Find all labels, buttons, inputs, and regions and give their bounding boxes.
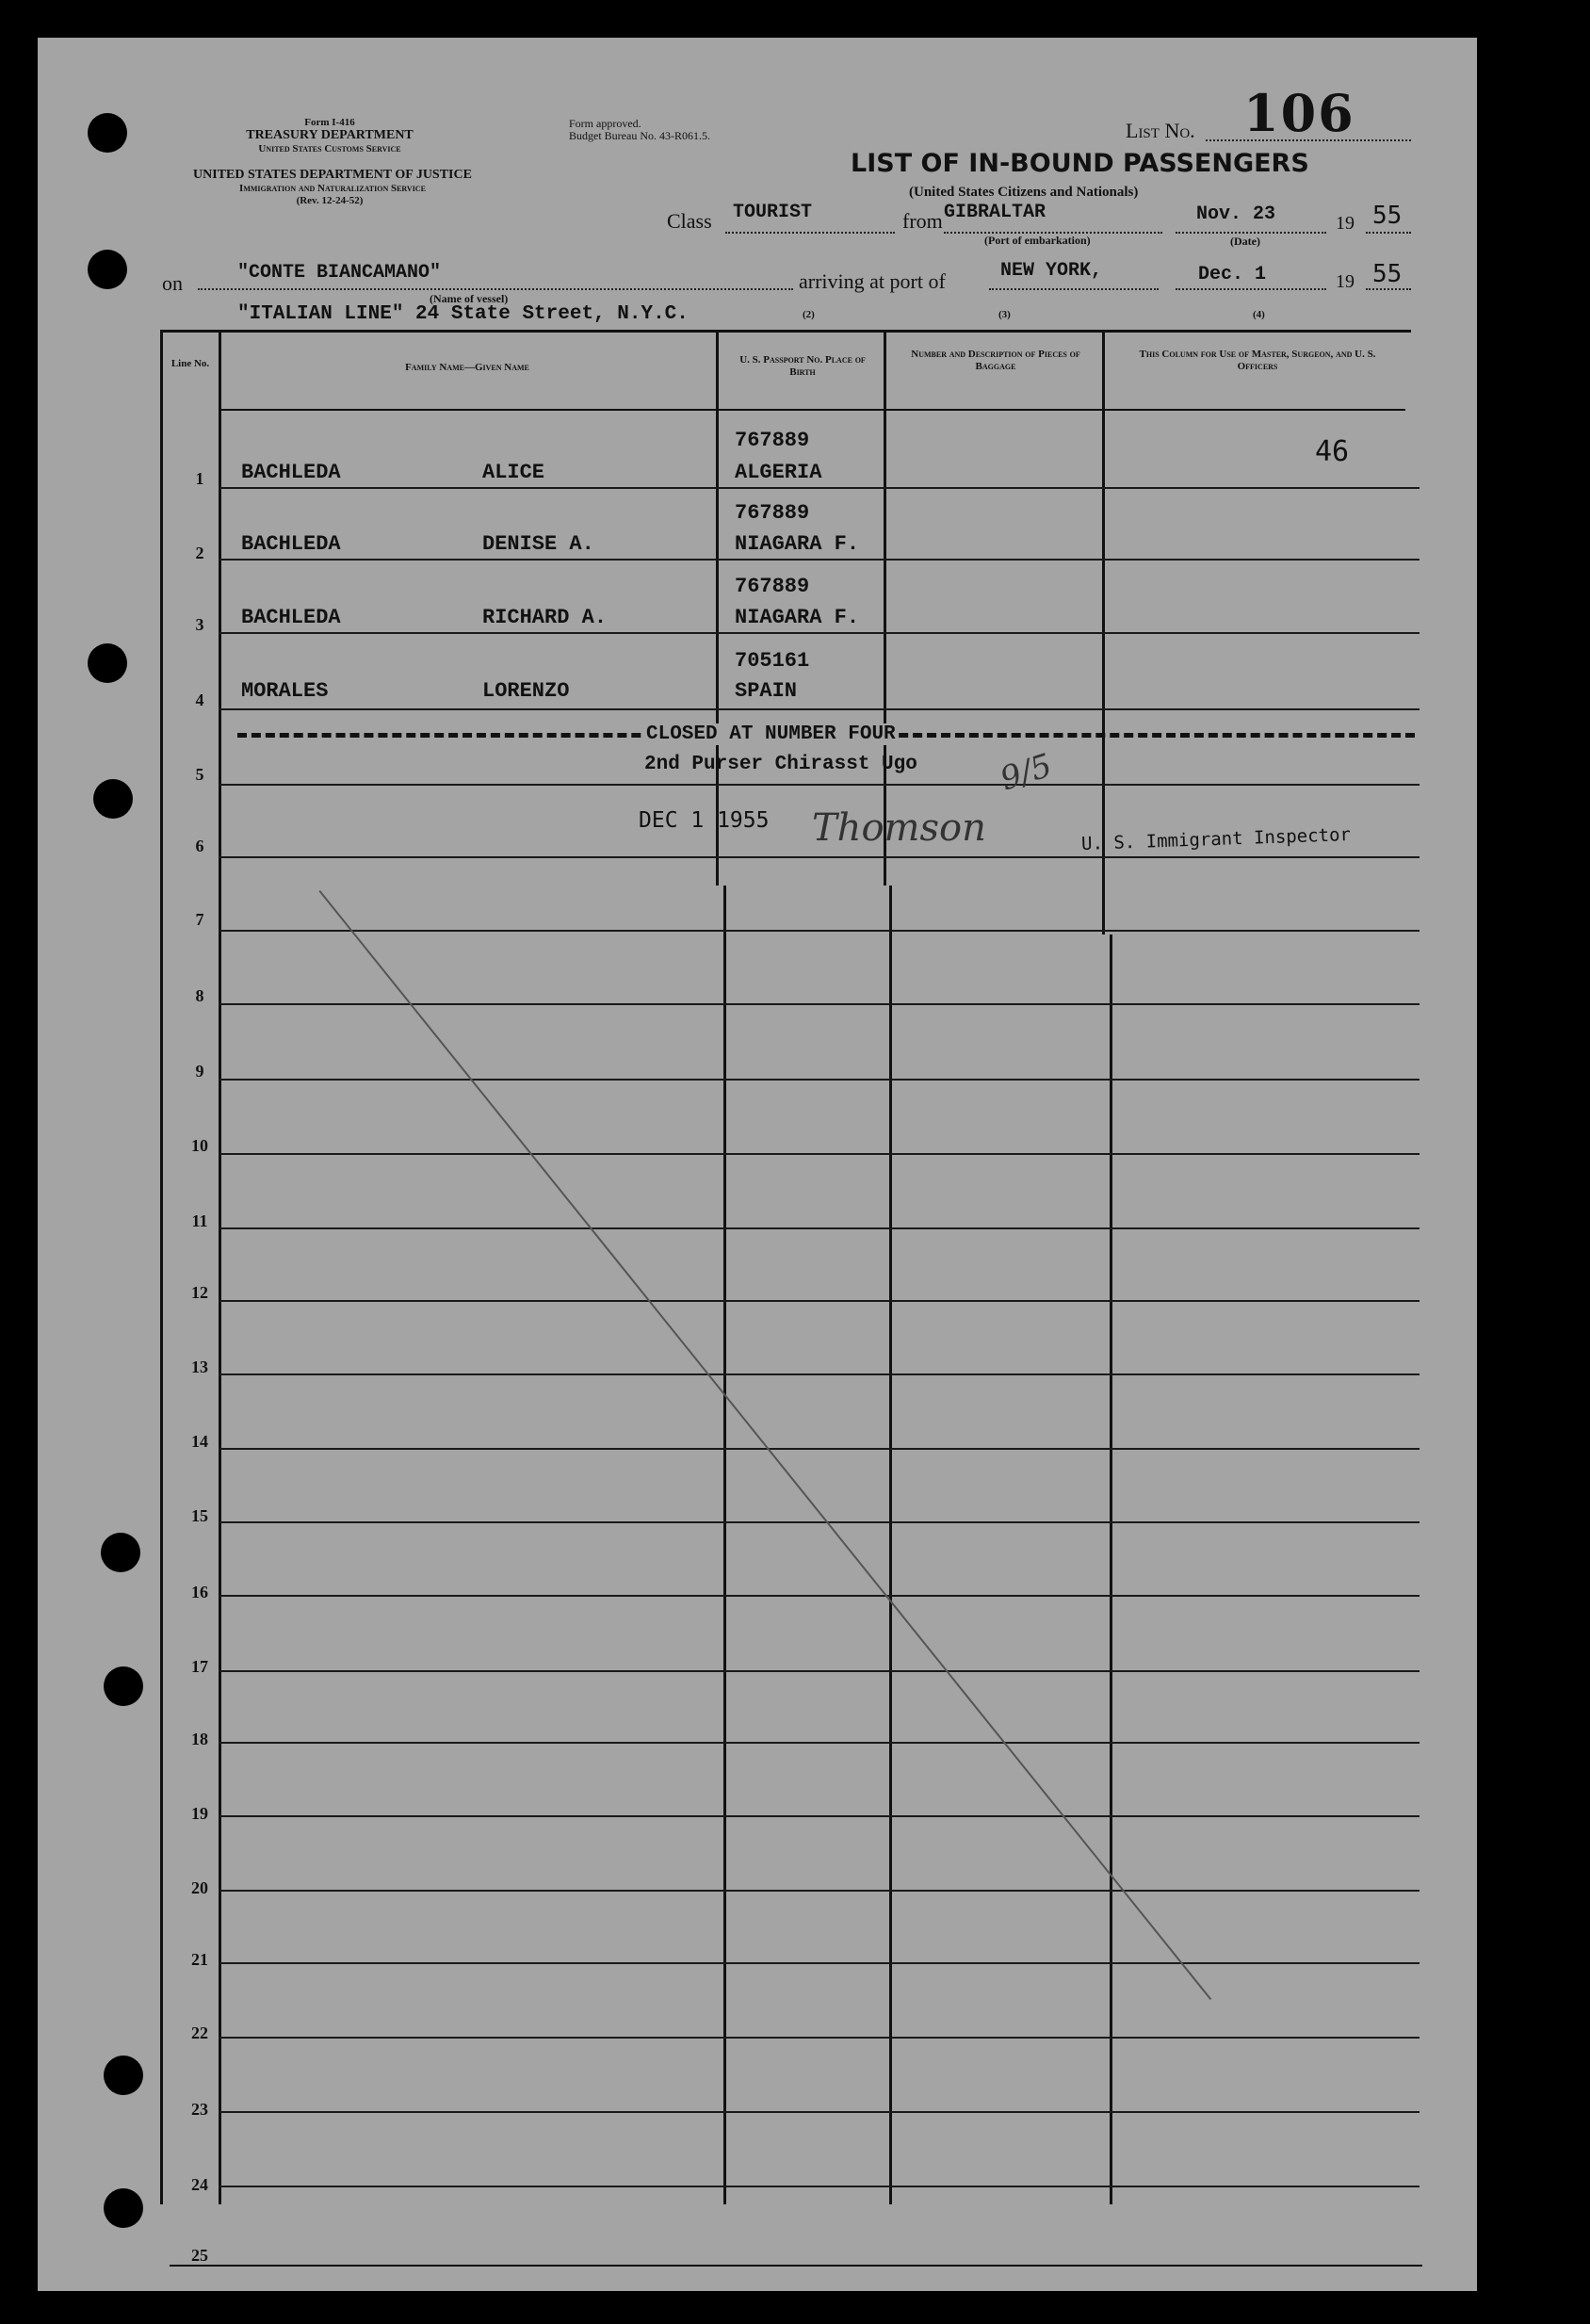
row-line	[219, 1962, 1420, 1964]
arrival-year: 55	[1372, 260, 1403, 288]
row-line	[219, 1003, 1420, 1005]
line-number: 6	[195, 837, 204, 855]
line-number: 7	[195, 910, 204, 929]
arrival-date-line	[1176, 288, 1326, 290]
arrival-year-line	[1366, 288, 1411, 290]
row-line	[219, 1815, 1420, 1817]
page-subtitle: (United States Citizens and Nationals)	[909, 185, 1139, 200]
punch-hole	[88, 113, 127, 153]
punch-hole	[88, 250, 127, 289]
class-label: Class	[667, 209, 712, 233]
punch-hole	[88, 643, 127, 683]
form-number: Form I-416	[304, 117, 355, 128]
row-line	[219, 559, 1420, 561]
caption-4: (4)	[1253, 309, 1265, 320]
col-line-no: Line No.	[170, 358, 210, 369]
line-number: 8	[195, 986, 204, 1005]
row-line	[219, 1448, 1420, 1450]
line-number: 20	[191, 1878, 208, 1897]
line-number: 17	[191, 1657, 208, 1676]
line-number: 24	[191, 2175, 208, 2194]
punch-hole	[104, 2056, 143, 2095]
year-prefix: 19	[1336, 213, 1355, 234]
row-line	[219, 1670, 1420, 1672]
passport-number: 767889	[735, 429, 810, 452]
line-number: 19	[191, 1804, 208, 1823]
row-line	[219, 487, 1420, 489]
row-line	[219, 1595, 1420, 1597]
arrival-port: NEW YORK,	[1000, 260, 1103, 282]
punch-hole	[93, 779, 133, 819]
list-no-label: List No.	[1126, 119, 1195, 142]
passenger-given-name: RICHARD A.	[482, 606, 608, 629]
caption-3: (3)	[998, 309, 1011, 320]
date-caption: (Date)	[1230, 235, 1260, 248]
line-number: 13	[191, 1357, 208, 1376]
row-line	[219, 2037, 1420, 2039]
table-top-border	[160, 330, 1411, 333]
line-number: 23	[191, 2100, 208, 2119]
birth-place: NIAGARA F.	[735, 606, 860, 629]
col-baggage: Number and Description of Pieces of Baggage	[911, 349, 1080, 372]
table-bottom-border	[170, 2265, 1422, 2267]
port-line	[989, 288, 1159, 290]
punch-hole	[104, 2188, 143, 2228]
ins-service: Immigration and Naturalization Service	[239, 183, 426, 194]
page-title: LIST OF IN-BOUND PASSENGERS	[851, 149, 1309, 178]
line-no-divider	[219, 332, 221, 2204]
line-number: 18	[191, 1730, 208, 1748]
inspection-stamp-date: DEC 1 1955	[639, 808, 770, 833]
officer-note: 46	[1315, 435, 1350, 468]
row-line	[219, 930, 1420, 932]
inspector-title: U. S. Immigrant Inspector	[1080, 824, 1352, 854]
vessel-line	[198, 288, 793, 290]
row-line	[219, 1300, 1420, 1302]
departure-year: 55	[1372, 202, 1403, 230]
row-line	[219, 1227, 1420, 1229]
class-value: TOURIST	[733, 202, 813, 223]
year-line	[1366, 232, 1411, 234]
line-number: 16	[191, 1583, 208, 1601]
passport-number: 767889	[735, 501, 810, 525]
line-number: 4	[195, 691, 204, 709]
departure-date: Nov. 23	[1196, 203, 1276, 225]
arrival-date: Dec. 1	[1198, 264, 1267, 285]
row-line	[219, 2186, 1420, 2187]
row-line	[219, 1521, 1420, 1523]
on-label: on	[162, 271, 183, 295]
row-line	[219, 784, 1420, 786]
name-col-divider	[716, 332, 719, 886]
row-line	[219, 1890, 1420, 1892]
closed-note: CLOSED AT NUMBER FOUR	[646, 723, 896, 745]
table-left-border	[160, 332, 163, 2204]
line-number: 10	[191, 1136, 208, 1155]
col-name: Family Name—Given Name	[405, 362, 529, 373]
row-line	[219, 1742, 1420, 1744]
birth-place: ALGERIA	[735, 461, 822, 484]
inspector-initials: 9/5	[996, 746, 1057, 799]
list-number: 106	[1243, 83, 1355, 143]
row-line	[219, 2111, 1420, 2113]
baggage-col-divider-lower	[1110, 934, 1112, 2204]
department-justice: UNITED STATES DEPARTMENT OF JUSTICE	[193, 168, 472, 182]
list-no-line	[1206, 139, 1411, 141]
row-line	[219, 1079, 1420, 1081]
header-underline	[219, 409, 1405, 411]
row-line	[219, 708, 1420, 710]
shipping-line: "ITALIAN LINE" 24 State Street, N.Y.C.	[237, 303, 689, 325]
line-number: 2	[195, 544, 204, 562]
passenger-family-name: BACHLEDA	[241, 461, 341, 484]
passenger-given-name: DENISE A.	[482, 532, 594, 556]
purser-note: 2nd Purser Chirasst Ugo	[644, 754, 917, 775]
passport-col-divider	[884, 332, 886, 886]
inspector-signature: Thomson	[812, 806, 986, 850]
passenger-family-name: BACHLEDA	[241, 606, 341, 629]
line-number: 12	[191, 1283, 208, 1302]
customs-service: United States Customs Service	[258, 143, 401, 154]
passport-number: 705161	[735, 649, 810, 673]
arriving-label: arriving at port of	[799, 269, 946, 293]
embark-caption: (Port of embarkation)	[984, 234, 1091, 247]
row-line	[219, 1373, 1420, 1375]
line-number: 15	[191, 1506, 208, 1525]
budget-bureau: Budget Bureau No. 43-R061.5.	[569, 129, 710, 142]
line-number: 21	[191, 1950, 208, 1969]
date-line	[1176, 232, 1326, 234]
line-number: 11	[191, 1211, 208, 1230]
arrival-year-prefix: 19	[1336, 271, 1355, 292]
col-officers: This Column for Use of Master, Surgeon, and U. S. Officers	[1139, 349, 1376, 372]
vessel-caption: (Name of vessel)	[430, 292, 509, 305]
form-approved: Form approved.	[569, 117, 641, 130]
from-value: GIBRALTAR	[944, 202, 1046, 223]
line-number: 1	[195, 469, 204, 488]
passenger-given-name: LORENZO	[482, 679, 570, 703]
line-number: 14	[191, 1432, 208, 1451]
line-number: 9	[195, 1062, 204, 1081]
punch-hole	[104, 1666, 143, 1706]
line-number: 3	[195, 615, 204, 634]
passport-number: 767889	[735, 575, 810, 598]
department-treasury: TREASURY DEPARTMENT	[246, 128, 414, 142]
birth-place: NIAGARA F.	[735, 532, 860, 556]
class-line	[725, 232, 895, 234]
passenger-given-name: ALICE	[482, 461, 545, 484]
line-number: 5	[195, 765, 204, 784]
vessel-name: "CONTE BIANCAMANO"	[237, 262, 442, 284]
row-line	[219, 1153, 1420, 1155]
birth-place: SPAIN	[735, 679, 798, 703]
row-line	[219, 856, 1420, 858]
row-line	[219, 632, 1420, 634]
passenger-family-name: BACHLEDA	[241, 532, 341, 556]
line-number: 25	[191, 2246, 208, 2265]
passport-col-divider-lower	[889, 886, 892, 2204]
caption-2: (2)	[803, 309, 815, 320]
from-label: from	[902, 209, 943, 233]
punch-hole	[101, 1533, 140, 1572]
name-col-divider-lower	[723, 886, 726, 2204]
passenger-family-name: MORALES	[241, 679, 329, 703]
line-number: 22	[191, 2023, 208, 2042]
col-passport: U. S. Passport No. Place of Birth	[739, 354, 866, 378]
revision-date: (Rev. 12-24-52)	[296, 195, 364, 206]
